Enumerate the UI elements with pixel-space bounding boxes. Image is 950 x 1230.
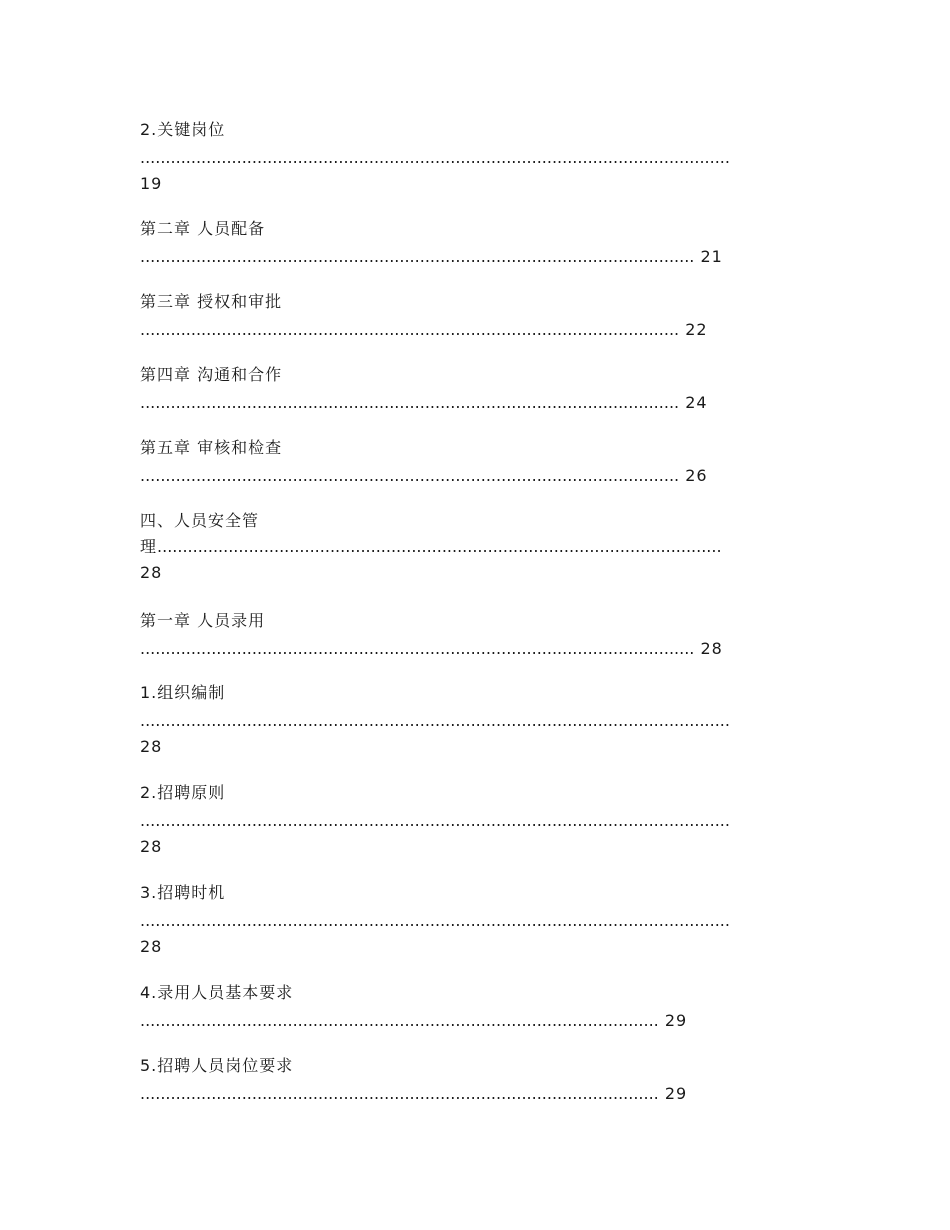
toc-entry[interactable] <box>140 220 840 266</box>
toc-entry[interactable] <box>140 1057 840 1103</box>
toc-page-number: 28 <box>694 640 723 658</box>
toc-entry[interactable] <box>140 293 840 339</box>
toc-entry-title: 第三章 授权和审批 <box>140 293 283 311</box>
toc-leader-dots: ...................................................................................................... <box>140 1085 659 1103</box>
toc-page-number: 22 <box>679 321 708 339</box>
toc-page-number: 19 <box>140 175 163 193</box>
toc-entry-title-continued: 理 <box>140 538 158 556</box>
toc-entry-title: 第四章 沟通和合作 <box>140 366 283 384</box>
toc-leader-dots: ............................................................................................................. <box>140 248 695 266</box>
toc-leader-dots: .................................................................................................................... <box>140 712 730 730</box>
toc-entry-title: 第二章 人员配备 <box>140 220 266 238</box>
toc-entry-title: 2.关键岗位 <box>140 121 226 139</box>
toc-page-number: 26 <box>679 467 708 485</box>
toc-page-number: 28 <box>140 838 163 856</box>
toc-leader-dots: .................................................................................................................... <box>140 149 730 167</box>
toc-page-number: 28 <box>140 564 163 582</box>
toc-entry-title: 2.招聘原则 <box>140 784 226 802</box>
toc-entry-title: 5.招聘人员岗位要求 <box>140 1057 294 1075</box>
toc-page-number: 29 <box>658 1012 688 1030</box>
toc-page-number: 29 <box>658 1085 688 1103</box>
toc-leader-dots: ...................................................................................................... <box>140 1012 659 1030</box>
toc-entry[interactable] <box>140 612 840 658</box>
toc-entry[interactable] <box>140 121 840 193</box>
toc-page-number: 28 <box>140 938 163 956</box>
toc-entry-title: 3.招聘时机 <box>140 884 226 902</box>
toc-leader-dots: .................................................................................................................... <box>140 812 730 830</box>
toc-leader-dots: .......................................................................................................... <box>140 321 680 339</box>
toc-entry-title: 4.录用人员基本要求 <box>140 984 294 1002</box>
toc-entry[interactable] <box>140 884 840 956</box>
toc-entry-title: 第一章 人员录用 <box>140 612 266 630</box>
toc-entry-title: 四、人员安全管 <box>140 512 260 530</box>
toc-entry[interactable] <box>140 684 840 756</box>
toc-entry-title: 1.组织编制 <box>140 684 226 702</box>
toc-entry-title: 第五章 审核和检查 <box>140 439 283 457</box>
toc-entry[interactable] <box>140 512 840 582</box>
toc-page-number: 21 <box>694 248 723 266</box>
toc-leader-dots: ............................................................................................................. <box>140 640 695 658</box>
toc-entry[interactable] <box>140 439 840 485</box>
toc-leader-dots: .................................................................................................................... <box>140 912 730 930</box>
toc-leader-dots: ............................................................................................................... <box>157 538 722 556</box>
toc-page-number: 28 <box>140 738 163 756</box>
toc-entry[interactable] <box>140 366 840 412</box>
toc-leader-dots: .......................................................................................................... <box>140 467 680 485</box>
toc-page-number: 24 <box>679 394 708 412</box>
toc-entry[interactable] <box>140 784 840 856</box>
toc-leader-dots: .......................................................................................................... <box>140 394 680 412</box>
toc-entry[interactable] <box>140 984 840 1030</box>
